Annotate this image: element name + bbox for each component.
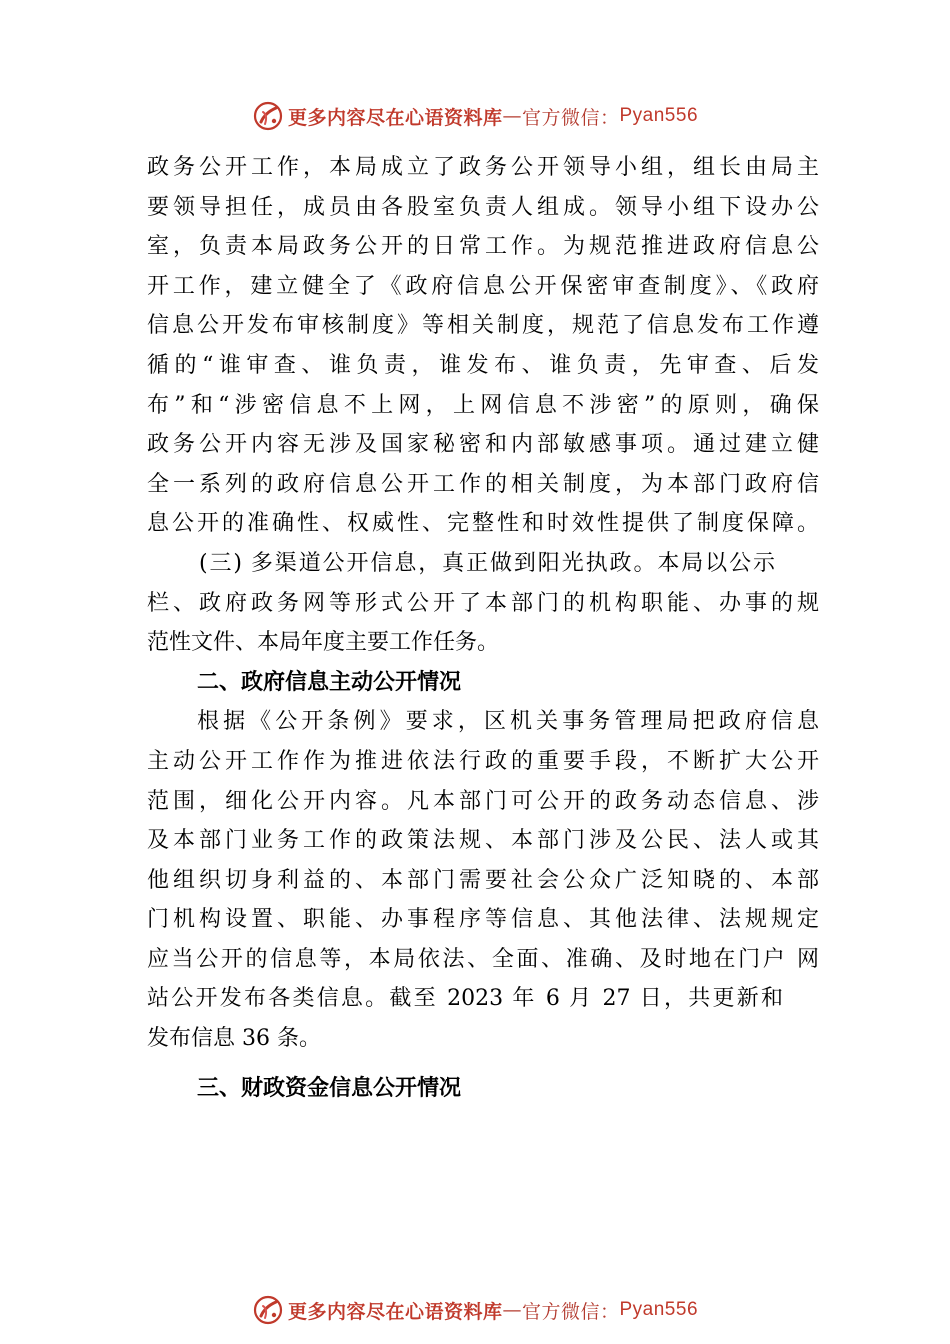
text-line: 息公开的准确性、权威性、完整性和时效性提供了制度保障。 bbox=[147, 511, 819, 537]
header-banner[interactable] bbox=[0, 96, 950, 136]
footer-dash: — bbox=[502, 1299, 522, 1321]
paragraph-2 bbox=[147, 544, 819, 663]
text-line: 范性文件、本局年度主要工作任务。 bbox=[147, 630, 500, 656]
text-line: 发布信息 36 条。 bbox=[147, 1026, 321, 1052]
ink-brush-logo-icon bbox=[252, 1294, 284, 1326]
paragraph-1 bbox=[147, 148, 819, 544]
text-line: 循的“谁审查、谁负责，谁发布、谁负责，先审查、后发 bbox=[147, 352, 819, 378]
header-wechat-id: Pyan556 bbox=[619, 105, 699, 126]
ink-brush-logo-icon bbox=[252, 100, 284, 132]
text-line: 布”和“涉密信息不上网，上网信息不涉密”的原则，确保 bbox=[147, 392, 819, 418]
text-line: 全一系列的政府信息公开工作的相关制度，为本部门政府信 bbox=[147, 471, 819, 497]
document-body bbox=[147, 148, 819, 1108]
paragraph-3 bbox=[147, 702, 819, 1058]
footer-wechat-id: Pyan556 bbox=[619, 1299, 699, 1320]
text-line: 他组织切身利益的、本部门需要社会公众广泛知晓的、本部 bbox=[147, 867, 819, 893]
text-line: 信息公开发布审核制度》等相关制度，规范了信息发布工作遵 bbox=[147, 313, 819, 339]
footer-banner[interactable] bbox=[0, 1290, 950, 1330]
text-line: 政务公开内容无涉及国家秘密和内部敏感事项。通过建立健 bbox=[147, 432, 819, 458]
text-line: 及本部门业务工作的政策法规、本部门涉及公民、法人或其 bbox=[147, 828, 819, 854]
text-line: 主动公开工作作为推进依法行政的重要手段，不断扩大公开 bbox=[147, 748, 819, 774]
section-heading-2: 二、政府信息主动公开情况 bbox=[197, 669, 462, 695]
text-line: 范围，细化公开内容。凡本部门可公开的政务动态信息、涉 bbox=[147, 788, 819, 814]
text-line: 站公开发布各类信息。截至 2023 年 6 月 27 日，共更新和 bbox=[147, 986, 783, 1012]
text-line: 根据《公开条例》要求，区机关事务管理局把政府信息 bbox=[197, 709, 819, 735]
text-line: 门机构设置、职能、办事程序等信息、其他法律、法规规定 bbox=[147, 907, 819, 933]
header-wechat-label: 官方微信： bbox=[521, 106, 620, 129]
header-dash: — bbox=[502, 105, 522, 127]
text-line: (三) 多渠道公开信息，真正做到阳光执政。本局以公示 bbox=[199, 550, 775, 576]
spacer bbox=[147, 1059, 819, 1069]
text-line: 室，负责本局政务公开的日常工作。为规范推进政府信息公 bbox=[147, 234, 819, 260]
header-brand-text: 更多内容尽在心语资料库 bbox=[287, 106, 503, 129]
text-line: 栏、政府政务网等形式公开了本部门的机构职能、办事的规 bbox=[147, 590, 819, 616]
footer-brand-text: 更多内容尽在心语资料库 bbox=[287, 1300, 503, 1323]
text-line: 政务公开工作，本局成立了政务公开领导小组，组长由局主 bbox=[147, 155, 819, 180]
text-line: 应当公开的信息等，本局依法、全面、准确、及时地在门户 网 bbox=[147, 946, 819, 972]
footer-wechat-label: 官方微信： bbox=[521, 1300, 620, 1323]
text-line: 开工作，建立健全了《政府信息公开保密审查制度》、《政府 bbox=[147, 273, 819, 299]
text-line: 要领导担任，成员由各股室负责人组成。领导小组下设办公 bbox=[147, 194, 819, 220]
section-heading-3: 三、财政资金信息公开情况 bbox=[197, 1075, 462, 1101]
